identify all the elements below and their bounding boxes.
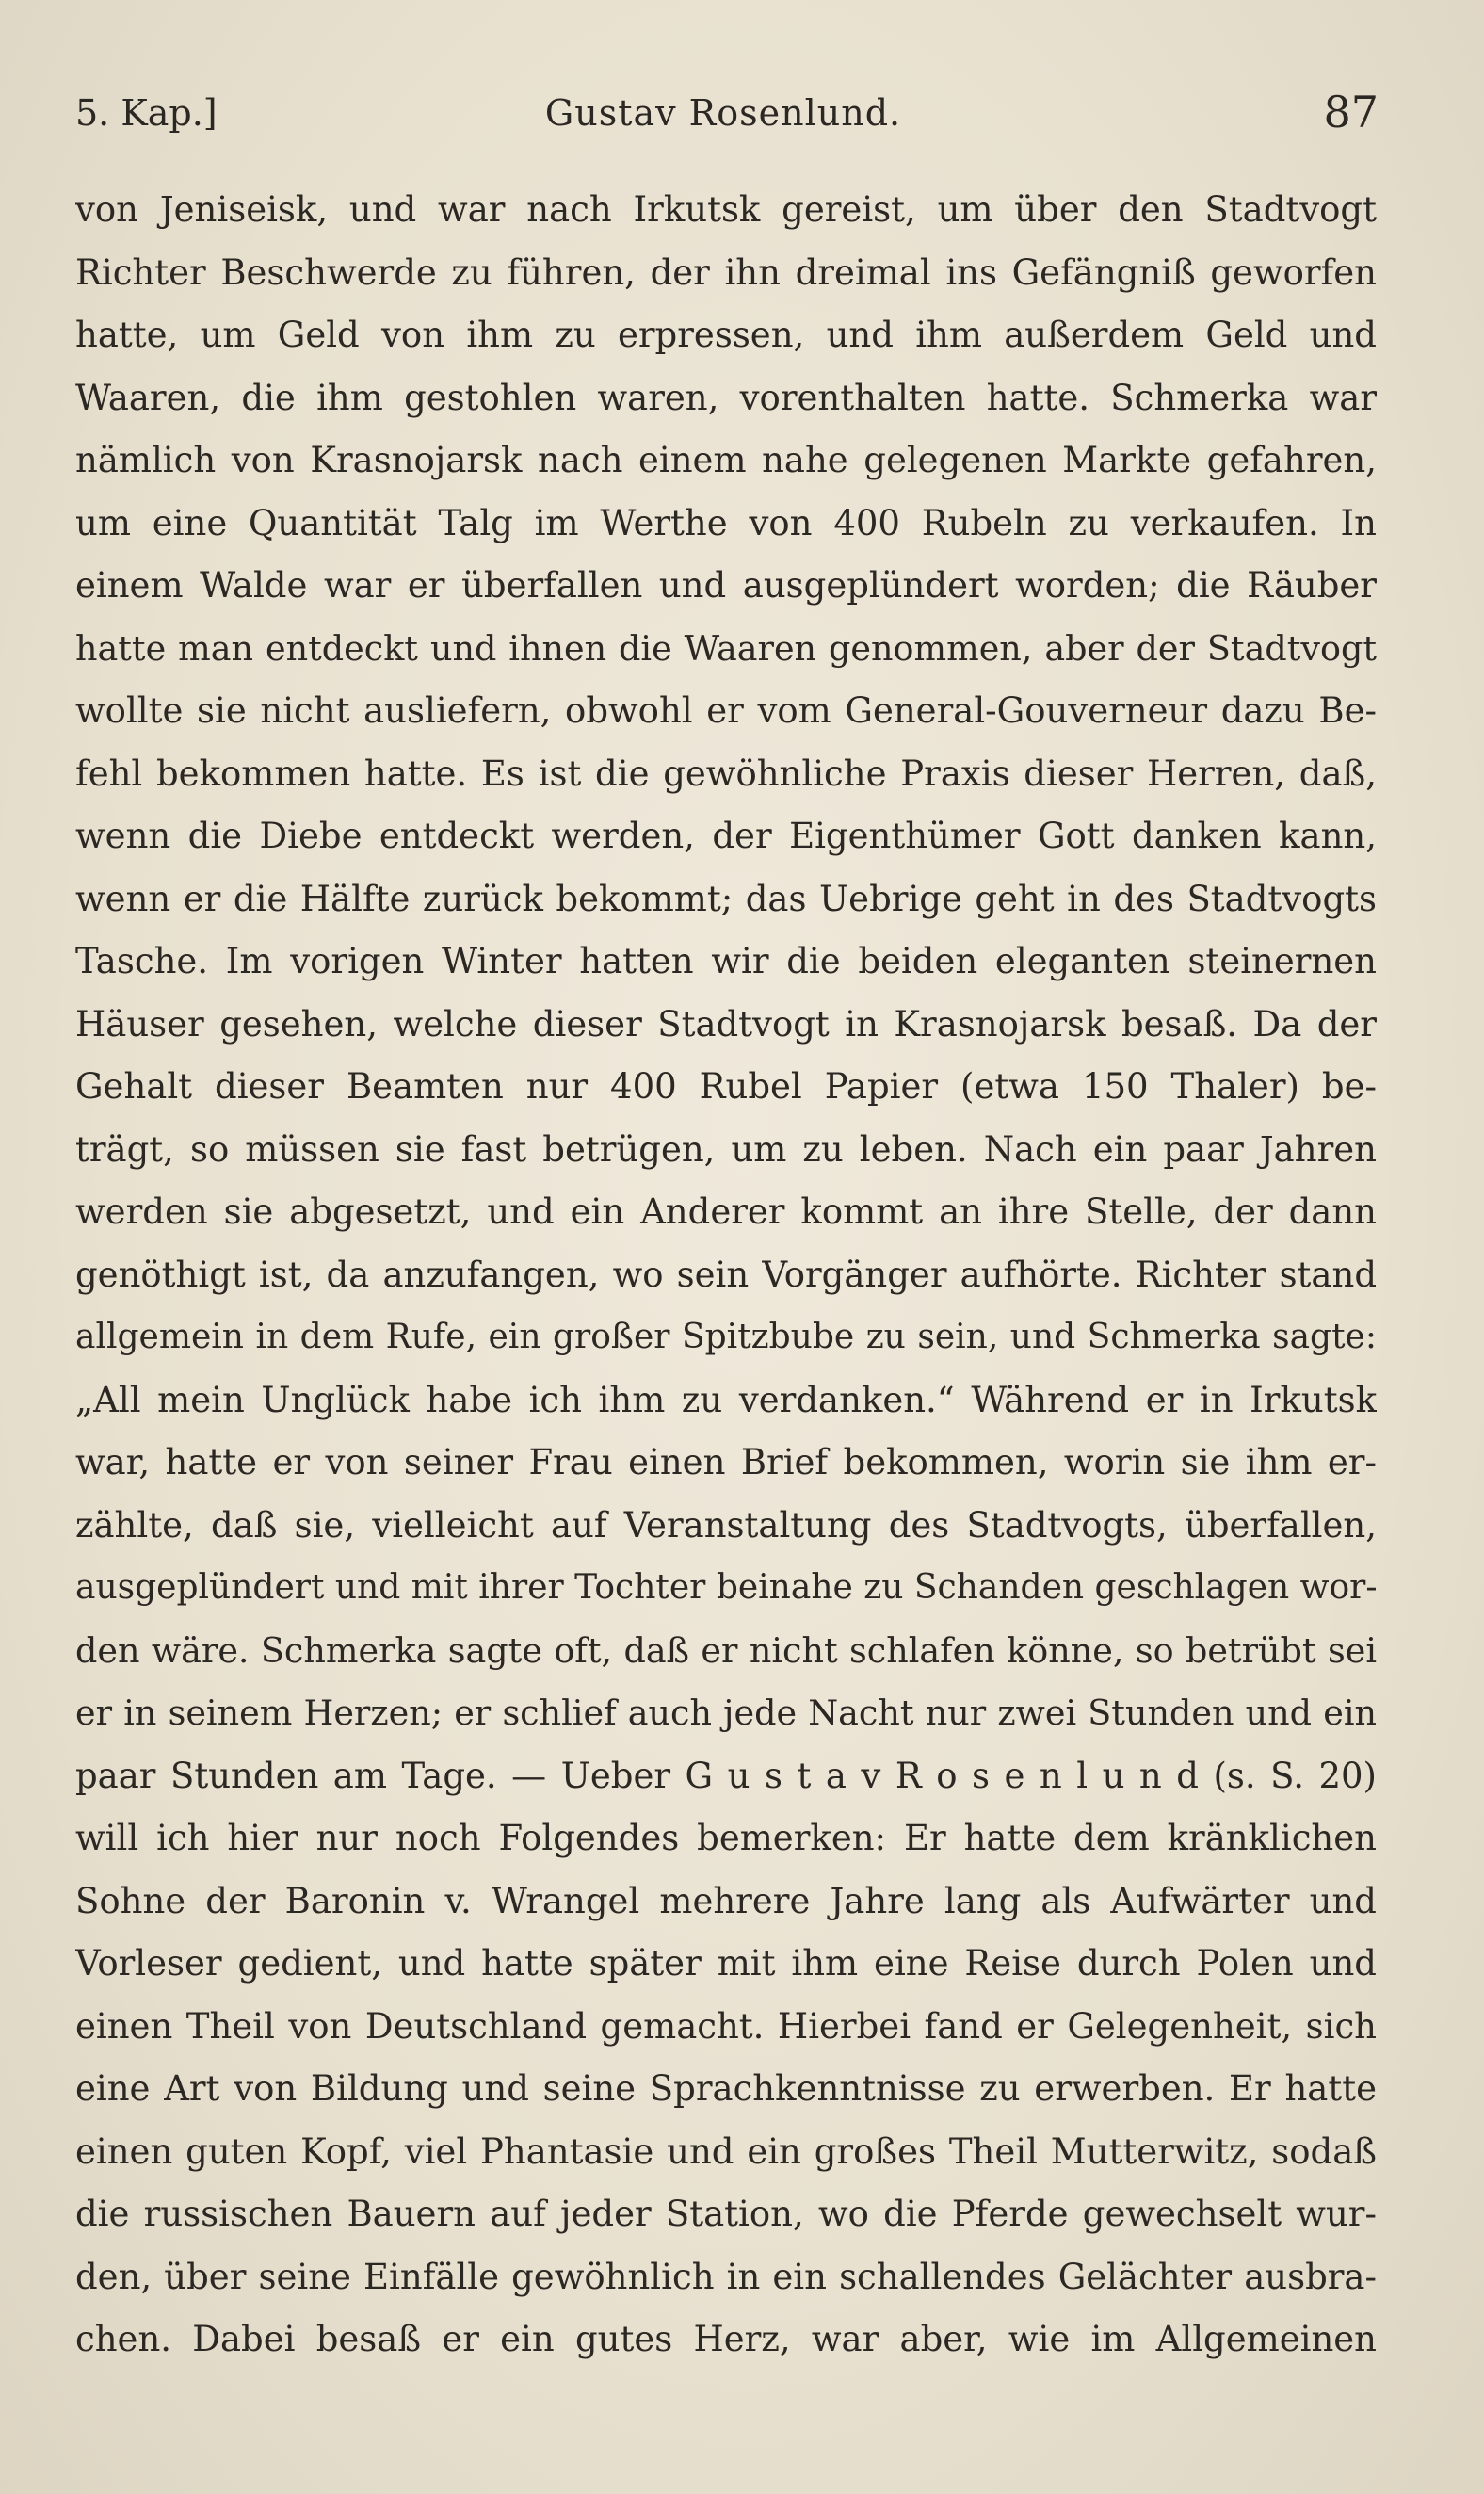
running-title: Gustav Rosenlund. <box>544 92 902 134</box>
text-line: „All mein Unglück habe ich ihm zu verdanken.“ Während er in Irkutsk <box>75 1379 1377 1420</box>
text-line: den, über seine Einfälle gewöhnlich in ein schallendes Gelächter ausbra- <box>75 2256 1377 2297</box>
text-line: Richter Beschwerde zu führen, der ihn dreimal ins Gefängniß geworfen <box>75 251 1377 293</box>
text-line: war, hatte er von seiner Frau einen Brief bekommen, worin sie ihm er- <box>75 1442 1377 1482</box>
chapter-reference: 5. Kap.] <box>75 92 218 134</box>
text-line: einem Walde war er überfallen und ausgeplündert worden; die Räuber <box>75 565 1377 606</box>
text-line: nämlich von Krasnojarsk nach einem nahe gelegenen Markte gefahren, <box>75 440 1377 480</box>
text-line: wenn die Diebe entdeckt werden, der Eigenthümer Gott danken kann, <box>75 816 1377 856</box>
text-line: den wäre. Schmerka sagte oft, daß er nicht schlafen könne, so betrübt sei <box>75 1629 1377 1671</box>
running-head <box>75 87 1379 143</box>
text-line: fehl bekommen hatte. Es ist die gewöhnliche Praxis dieser Herren, daß, <box>75 753 1377 794</box>
text-line: Tasche. Im vorigen Winter hatten wir die beiden eleganten steinernen <box>75 941 1377 981</box>
text-line: ausgeplündert und mit ihrer Tochter beinahe zu Schanden geschlagen wor- <box>75 1568 1377 1607</box>
text-line: von Jeniseisk, und war nach Irkutsk gereist, um über den Stadtvogt <box>75 189 1377 230</box>
text-line: Waaren, die ihm gestohlen waren, vorenthalten hatte. Schmerka war <box>75 377 1377 418</box>
text-line: hatte, um Geld von ihm zu erpressen, und ihm außerdem Geld und <box>75 315 1377 355</box>
text-line: eine Art von Bildung und seine Sprachkenntnisse zu erwerben. Er hatte <box>75 2068 1377 2109</box>
text-line: hatte man entdeckt und ihnen die Waaren genommen, aber der Stadtvogt <box>75 627 1377 669</box>
text-line: Gehalt dieser Beamten nur 400 Rubel Papier (etwa 150 Thaler) be- <box>75 1066 1377 1107</box>
text-line: chen. Dabei besaß er ein gutes Herz, war aber, wie im Allgemeinen <box>75 2319 1377 2359</box>
text-line: die russischen Bauern auf jeder Station, wo die Pferde gewechselt wur- <box>75 2194 1377 2234</box>
text-line: Vorleser gedient, und hatte später mit ihm eine Reise durch Polen und <box>75 1943 1377 1984</box>
text-line: will ich hier nur noch Folgendes bemerken: Er hatte dem kränklichen <box>75 1818 1377 1858</box>
body-text <box>75 179 1377 2372</box>
text-line: einen guten Kopf, viel Phantasie und ein großes Theil Mutterwitz, sodaß <box>75 2130 1377 2172</box>
text-line: paar Stunden am Tage. — Ueber G u s t a v R o s e n l u n d (s. S. 20) <box>75 1755 1377 1796</box>
text-line: um eine Quantität Talg im Werthe von 400 Rubeln zu verkaufen. In <box>75 502 1377 543</box>
text-line: Sohne der Baronin v. Wrangel mehrere Jahre lang als Aufwärter und <box>75 1880 1377 1921</box>
text-line: wenn er die Hälfte zurück bekommt; das Uebrige geht in des Stadtvogts <box>75 878 1377 919</box>
text-line: trägt, so müssen sie fast betrügen, um zu leben. Nach ein paar Jahren <box>75 1128 1377 1170</box>
text-line: Häuser gesehen, welche dieser Stadtvogt in Krasnojarsk besaß. Da der <box>75 1003 1377 1045</box>
text-line: er in seinem Herzen; er schlief auch jede Nacht nur zwei Stunden und ein <box>75 1692 1377 1733</box>
text-line: werden sie abgesetzt, und ein Anderer kommt an ihre Stelle, der dann <box>75 1191 1377 1232</box>
text-line: genöthigt ist, da anzufangen, wo sein Vorgänger aufhörte. Richter stand <box>75 1254 1377 1295</box>
text-line: allgemein in dem Rufe, ein großer Spitzbube zu sein, und Schmerka sagte: <box>75 1318 1377 1356</box>
text-line: zählte, daß sie, vielleicht auf Veranstaltung des Stadtvogts, überfallen, <box>75 1504 1377 1546</box>
text-line: einen Theil von Deutschland gemacht. Hierbei fand er Gelegenheit, sich <box>75 2005 1377 2047</box>
text-line: wollte sie nicht ausliefern, obwohl er vom General-Gouverneur dazu Be- <box>75 690 1377 731</box>
page-number: 87 <box>1323 87 1379 138</box>
